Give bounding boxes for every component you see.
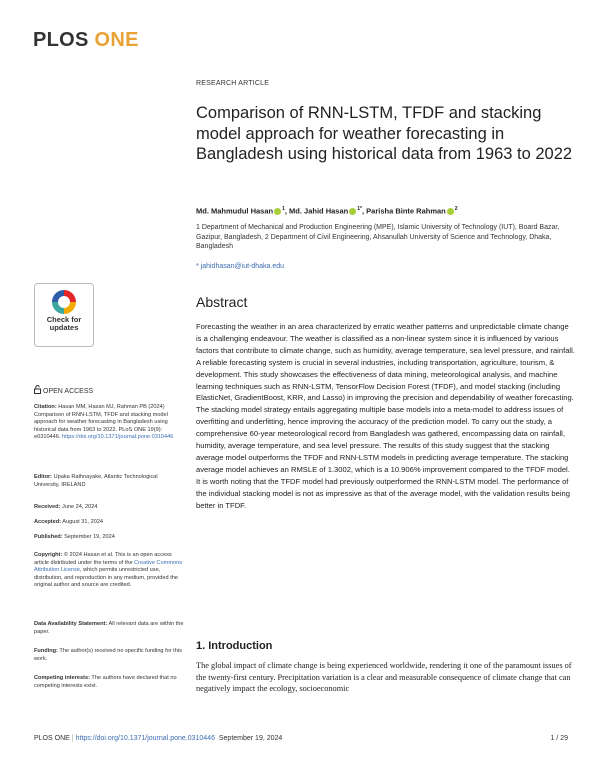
published-date: Published: September 19, 2024: [34, 534, 115, 540]
intro-heading: 1. Introduction: [196, 640, 273, 652]
citation: Citation: Hasan MM, Hasan MJ, Rahman PB (2024) Comparison of RNN-LSTM, TFDF and stacking model approach for weather forecasting in Bangladesh using historical data from 1963 to 2022. PLoS ONE 19(9): e0310446. https://doi.org/10.1371/journal.pone.0310446: [34, 404, 174, 441]
citation-doi-link[interactable]: https://doi.org/10.1371/journal.pone.0310446: [62, 434, 174, 441]
article-type: RESEARCH ARTICLE: [196, 80, 270, 87]
open-access-label: OPEN ACCESS: [34, 385, 93, 395]
funding: Funding: The author(s) received no specific funding for this work.: [34, 648, 182, 662]
copyright: Copyright: © 2024 Hasan et al. This is an open access article distributed under the terms of the Creative Commons Attribution License, which permits unrestricted use, distribution, and reproduction in any medium, provided the original author and source are credited.: [34, 552, 183, 589]
intro-text: The global impact of climate change is being experienced worldwide, rendering it one of the paramount issues of the twenty-first century. Precipitation variation is a clear and measurable consequence of climate change that can negatively impact the ecology, socioeconomic: [196, 661, 572, 693]
orcid-icon[interactable]: [274, 208, 281, 215]
check-updates-button[interactable]: Check for updates: [34, 283, 94, 347]
author-list: Md. Mahmudul Hasan $^1$, Md. Jahid Hasan $^{1*}$, Parisha Binte Rahman $^2$: [196, 206, 458, 216]
open-lock-icon: [34, 385, 41, 394]
page-footer: PLOS ONE | https://doi.org/10.1371/journal.pone.0310446 September 19, 2024: [34, 735, 283, 742]
orcid-icon[interactable]: [447, 208, 454, 215]
orcid-icon[interactable]: [349, 208, 356, 215]
abstract-heading: Abstract: [196, 294, 248, 310]
affiliations: 1 Department of Mechanical and Production Engineering (MPE), Islamic University of Technology (IUT), Board Bazar, Gazipur, Bangladesh, 2 Department of Civil Engineering, Ahsanullah University of Science and Technology, Dhaka, Bangladesh: [196, 224, 560, 250]
corresponding-email[interactable]: * jahidhasan@iut-dhaka.edu: [196, 263, 285, 270]
author-name[interactable]: Md. Mahmudul Hasan: [196, 206, 274, 216]
page-number: 1 / 29: [550, 735, 568, 742]
competing-interests: Competing interests: The authors have declared that no competing interests exist.: [34, 675, 177, 689]
received-date: Received: June 24, 2024: [34, 504, 98, 510]
footer-doi-link[interactable]: https://doi.org/10.1371/journal.pone.0310446: [75, 735, 215, 742]
editor: Editor: Upaka Rathnayake, Atlantic Technological University, IRELAND: [34, 474, 158, 488]
abstract-text: Forecasting the weather in an area characterized by erratic weather patterns and unpredictable climate change is a challenging endeavour. The weather is classified as a non-linear system since it is influenced by various factors that contribute to climate change, such as humidity, average temperature, sea level pressure, and rainfall. A reliable forecasting system is crucial in several industries, including transportation, agriculture, tourism, & development. This study showcases the effectiveness of data mining, meteorological analysis, and machine learning techniques such as RNN-LSTM, TensorFlow Decision Forest (TFDF), and model stacking (including ElasticNet, GradientBoost, KRR, and Lasso) in improving the precision and dependability of weather forecasting. The stacking model strategy entails aggregating multiple base models into a meta-model to address issues of overfitting and underfitting, hence improving the accuracy of the prediction model. To carry out the study, a comprehensive 60-year meteorological record from Bangladesh was gathered, encompassing data on rainfall, humidity, average temperature, and sea level pressure. The results of this study suggest that the stacking average model outperforms the TFDF and RNN-LSTM models in predicting average temperature. The stacking average model achieves an RMSLE of 1.3002, which is a 10.906% improvement compared to the TFDF model. It is worth noting that the TFDF model had previously outperformed the RNN-LSTM model. The performance of the individual stacking model is not as impressive as that of the average model, with the validation results being better in TFDF.: [196, 322, 575, 510]
author-name[interactable]: Parisha Binte Rahman: [366, 206, 446, 216]
license-link[interactable]: Creative Commons Attribution License: [34, 559, 183, 574]
article-title: Comparison of RNN-LSTM, TFDF and stacking model approach for weather forecasting in Bangladesh using historical data from 1963 to 2022: [196, 104, 573, 163]
accepted-date: Accepted: August 31, 2024: [34, 519, 104, 525]
journal-logo: PLOS ONE: [33, 29, 139, 51]
author-name[interactable]: Md. Jahid Hasan: [289, 206, 349, 216]
check-updates-icon: [52, 290, 76, 314]
data-availability: Data Availability Statement: All relevant data are within the paper.: [34, 621, 184, 635]
